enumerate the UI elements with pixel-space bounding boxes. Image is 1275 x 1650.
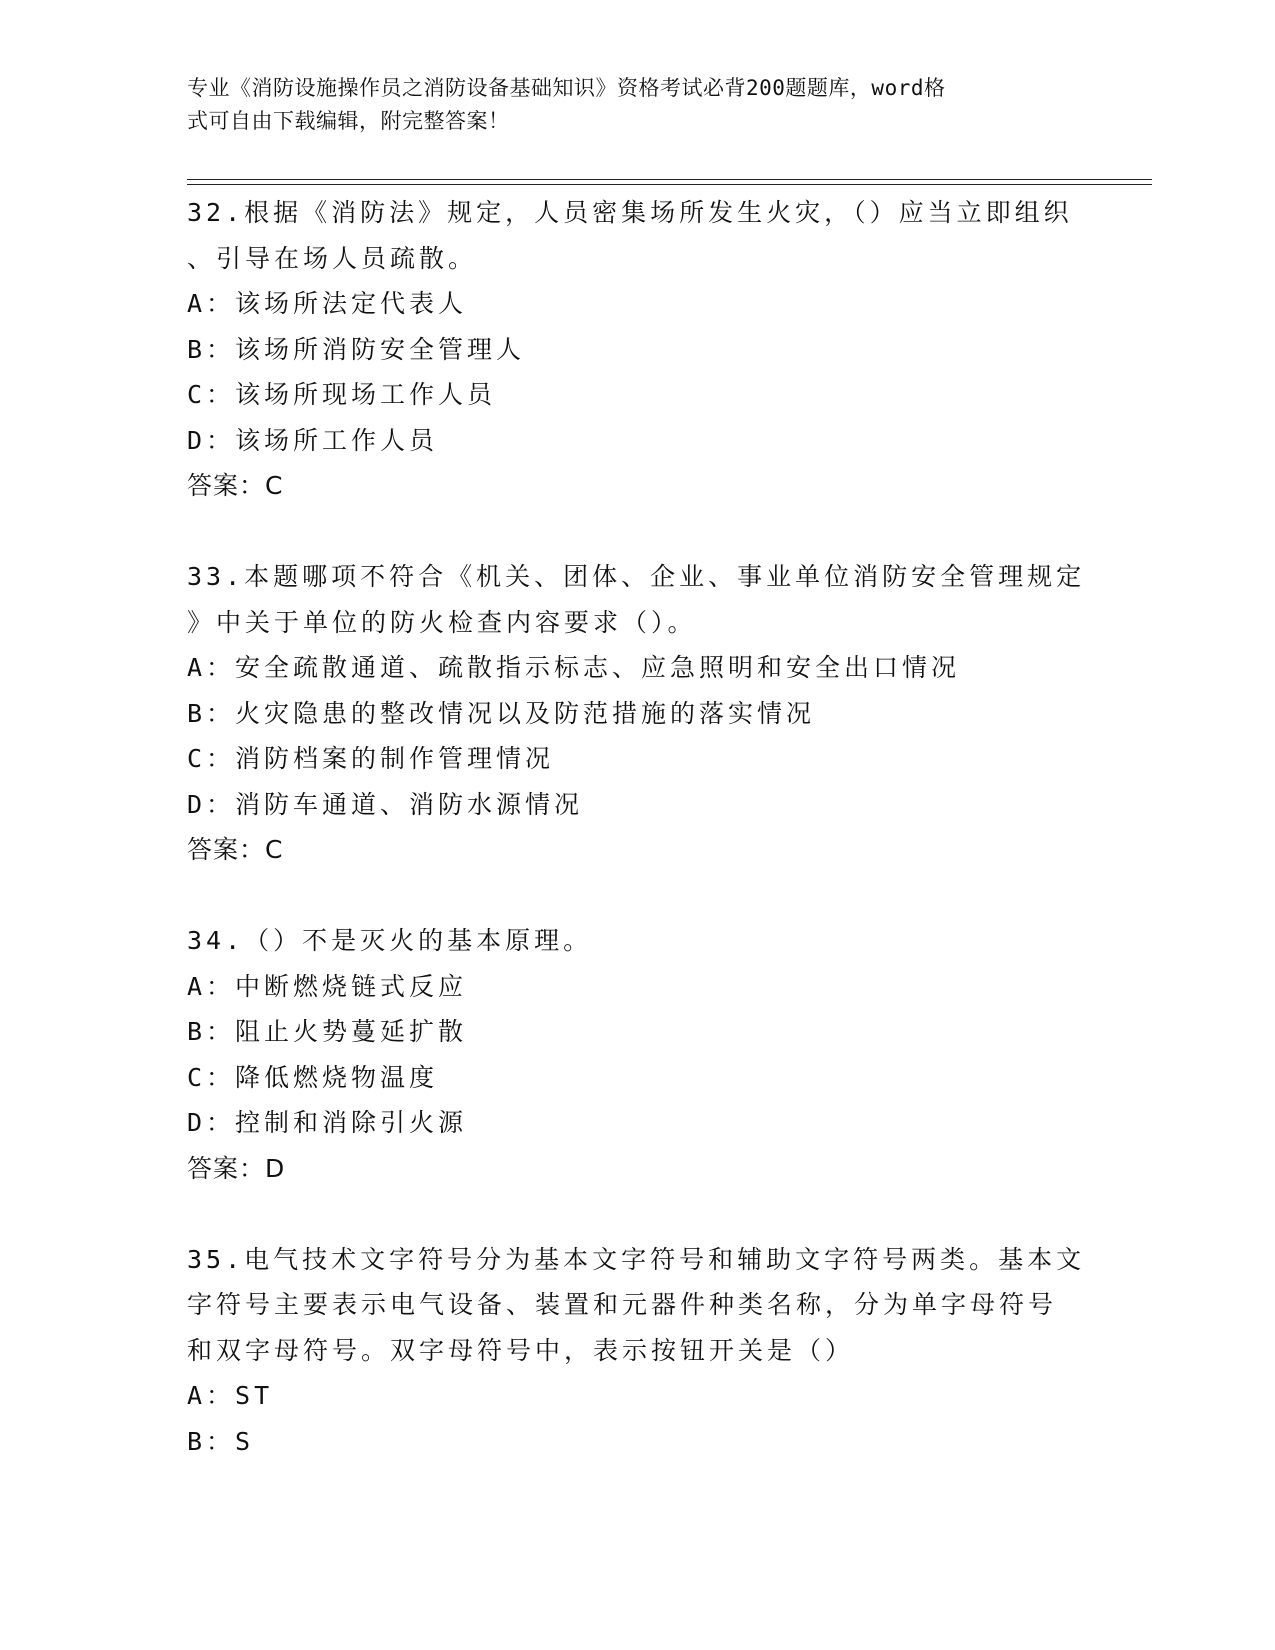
document-header — [187, 72, 1067, 138]
question-stem-line: 、引导在场人员疏散。 — [187, 243, 478, 273]
option-b: B：火灾隐患的整改情况以及防范措施的落实情况 — [187, 698, 816, 728]
option-a: A：中断燃烧链式反应 — [187, 971, 468, 1001]
question-spacer — [187, 1191, 1087, 1237]
option-b: B：S — [187, 1426, 255, 1456]
question-35 — [187, 1237, 1087, 1465]
question-stem-line: 字符号主要表示电气设备、装置和元器件种类名称，分为单字母符号 — [187, 1290, 1058, 1319]
answer-line: 答案：C — [187, 471, 284, 500]
header-rule-bottom — [187, 184, 1152, 185]
question-stem-line: 33.本题哪项不符合《机关、团体、企业、事业单位消防安全管理规定 — [187, 562, 1086, 591]
option-d: D：消防车通道、消防水源情况 — [187, 789, 584, 819]
question-33 — [187, 554, 1087, 873]
question-spacer — [187, 509, 1087, 555]
question-stem-line: 32.根据《消防法》规定，人员密集场所发生火灾，（）应当立即组织 — [187, 198, 1073, 227]
answer-line: 答案：C — [187, 835, 284, 864]
question-stem-line: 34.（）不是灭火的基本原理。 — [187, 926, 593, 955]
option-d: D：该场所工作人员 — [187, 425, 439, 455]
question-list — [187, 190, 1087, 1464]
header-line-1: 专业《消防设施操作员之消防设备基础知识》资格考试必背200题题库，word格 — [187, 76, 946, 100]
option-a: A：该场所法定代表人 — [187, 289, 468, 318]
question-34 — [187, 918, 1087, 1191]
question-stem-line: 和双字母符号。双字母符号中，表示按钮开关是（） — [187, 1335, 855, 1365]
question-stem-line: 》中关于单位的防火检查内容要求（）。 — [187, 607, 697, 637]
question-32 — [187, 190, 1087, 509]
header-rule-top — [187, 179, 1152, 180]
option-c: C：该场所现场工作人员 — [187, 380, 497, 409]
option-a: A：ST — [187, 1381, 274, 1410]
option-b: B：阻止火势蔓延扩散 — [187, 1017, 468, 1046]
option-d: D：控制和消除引火源 — [187, 1108, 468, 1137]
answer-line: 答案：D — [187, 1153, 286, 1183]
option-b: B：该场所消防安全管理人 — [187, 334, 526, 364]
header-line-2: 式可自由下载编辑，附完整答案！ — [187, 109, 510, 133]
option-c: C：降低燃烧物温度 — [187, 1062, 439, 1092]
question-spacer — [187, 873, 1087, 919]
option-c: C：消防档案的制作管理情况 — [187, 744, 555, 773]
option-a: A：安全疏散通道、疏散指示标志、应急照明和安全出口情况 — [187, 653, 961, 682]
question-stem-line: 35.电气技术文字符号分为基本文字符号和辅助文字符号两类。基本文 — [187, 1244, 1086, 1274]
